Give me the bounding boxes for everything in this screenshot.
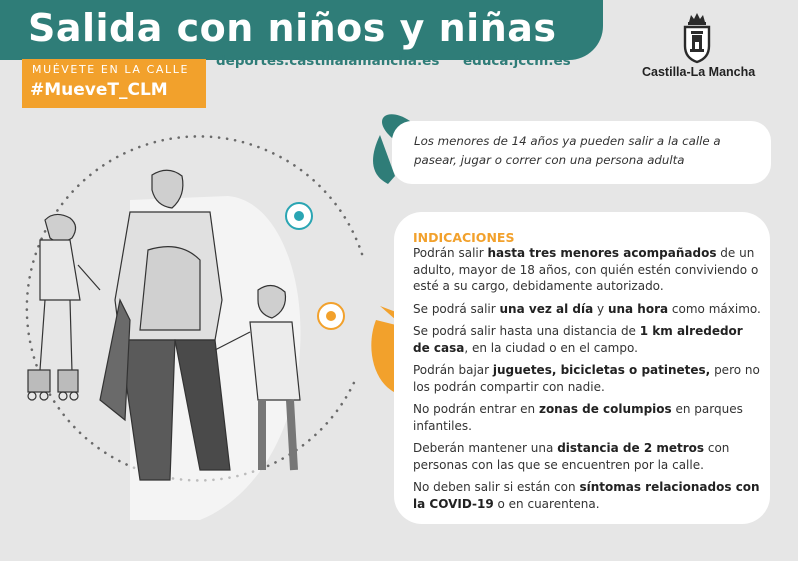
- badge-tagline: MUÉVETE EN LA CALLE: [32, 63, 190, 76]
- indicacion-emphasis: juguetes, bicicletas o patinetes,: [492, 363, 711, 377]
- indicacion-text: Deberán mantener una: [413, 441, 558, 455]
- indicacion-item: [413, 362, 763, 395]
- teal-target-icon: [286, 203, 312, 229]
- indicacion-emphasis: distancia de 2 metros: [557, 441, 705, 455]
- indicacion-item: [413, 401, 763, 434]
- indicacion-item: [413, 479, 763, 512]
- indicacion-emphasis: una vez al día: [499, 301, 594, 316]
- indicacion-text: No podrán entrar en: [413, 402, 539, 416]
- indicacion-text: y: [593, 301, 608, 316]
- indicacion-item: [413, 440, 763, 473]
- indicacion-text: de un adulto, mayor de 18 años, con quién estén conviviendo o esté a su cargo, debidamente autorizado.: [413, 246, 759, 293]
- indicacion-text: , en la ciudad o en el campo.: [464, 340, 638, 355]
- indicacion-text: Se podrá salir hasta una distancia de: [413, 324, 640, 338]
- indicacion-emphasis: zonas de columpios: [538, 402, 672, 416]
- indicaciones-list: [413, 245, 763, 518]
- orange-target-icon: [318, 303, 344, 329]
- intro-bubble: [392, 121, 771, 184]
- indicacion-text: o en cuarentena.: [493, 496, 600, 511]
- indicacion-text: No deben salir si están con: [413, 480, 580, 494]
- indicacion-text: Podrán bajar: [413, 363, 493, 377]
- indicaciones-heading: INDICACIONES: [413, 230, 515, 245]
- indicacion-emphasis: síntomas relacionados con la COVID-19: [413, 480, 760, 511]
- url-deportes[interactable]: deportes.castillalamancha.es: [216, 53, 440, 69]
- indicacion-text: en parques infantiles.: [413, 402, 743, 433]
- logo-text: Castilla-La Mancha: [642, 65, 756, 79]
- indicacion-emphasis: hasta tres menores acompañados: [487, 246, 717, 260]
- indicaciones-card: [394, 212, 770, 524]
- url-educa[interactable]: educa.jccm.es: [463, 53, 571, 69]
- indicacion-text: como máximo.: [668, 301, 761, 316]
- indicacion-text: pero no los podrán compartir con nadie.: [413, 363, 760, 394]
- indicacion-item: [413, 301, 763, 318]
- indicacion-item: [413, 245, 763, 295]
- indicacion-text: Se podrá salir: [413, 301, 500, 316]
- indicacion-emphasis: 1 km alrededor de casa: [413, 324, 743, 355]
- page-title: Salida con niños y niñas: [28, 6, 557, 50]
- indicacion-item: [413, 323, 763, 356]
- indicacion-emphasis: una hora: [607, 301, 669, 316]
- indicacion-text: Podrán salir: [413, 246, 488, 260]
- badge-hashtag: #MueveT_CLM: [30, 80, 168, 100]
- indicacion-text: con personas con las que se encuentren por la calle.: [413, 441, 730, 472]
- intro-text: Los menores de 14 años ya pueden salir a la calle a pasear, jugar o correr con una persona adulta: [414, 134, 721, 167]
